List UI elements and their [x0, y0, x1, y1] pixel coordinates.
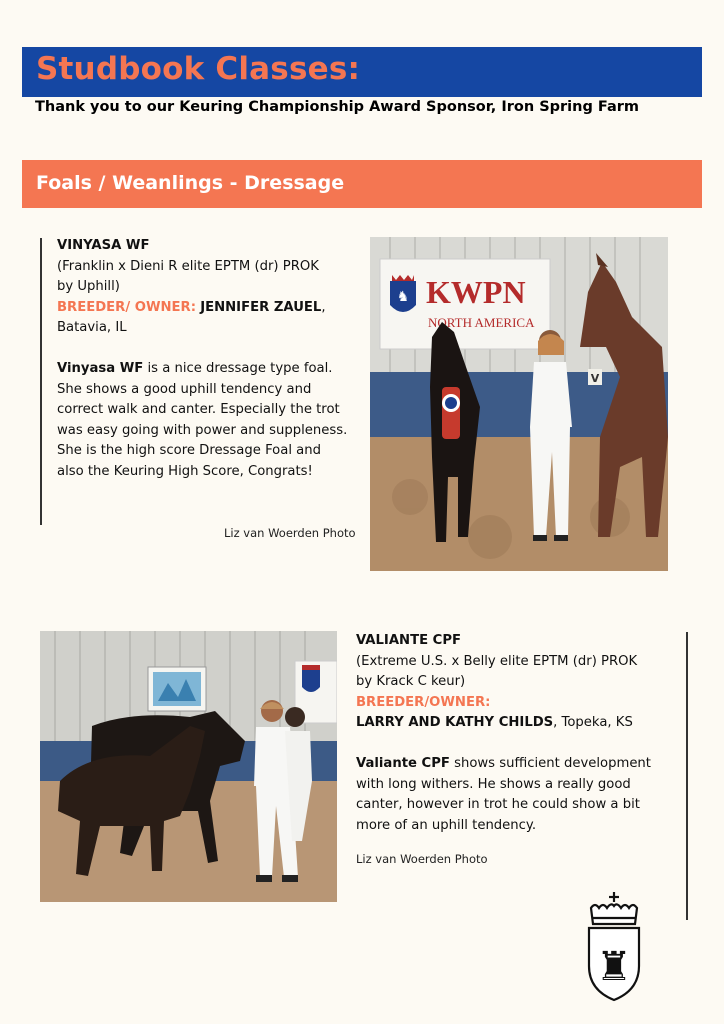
- entry2-location: , Topeka, KS: [553, 715, 633, 730]
- entry1-text: [57, 236, 362, 482]
- entry1-desc-line5: She is the high score Dressage Foal and: [57, 443, 321, 458]
- entry1-marker: V: [590, 372, 600, 385]
- sponsor-line: Thank you to our Keuring Championship Award Sponsor, Iron Spring Farm: [35, 99, 640, 115]
- page-title: Studbook Classes:: [36, 51, 361, 87]
- entry2-desc-line4: more of an uphill tendency.: [356, 817, 537, 833]
- entry1-banner-text: KWPN: [426, 274, 526, 310]
- section-title: Foals / Weanlings - Dressage: [36, 172, 345, 194]
- entry1-desc-line6: also the Keuring High Score, Congrats!: [57, 463, 313, 479]
- entry2-breeder-name: LARRY AND KATHY CHILDS: [356, 715, 554, 730]
- entry2-text: [356, 631, 671, 836]
- entry1-photo-credit: Liz van Woerden Photo: [224, 526, 356, 540]
- entry2-pedigree-line2: by Krack C keur): [356, 674, 466, 689]
- entry2-divider: [686, 632, 688, 920]
- entry1-divider: [40, 238, 42, 525]
- entry1-banner-sub: NORTH AMERICA: [428, 315, 535, 330]
- entry2-desc-line3: canter, however in trot he could show a bit: [356, 797, 640, 812]
- entry1-desc-line2: She shows a good uphill tendency and: [57, 381, 312, 397]
- entry2-breeder-label: BREEDER/OWNER:: [356, 694, 491, 710]
- entry1-pedigree-line1: (Franklin x Dieni R elite EPTM (dr) PROK: [57, 258, 319, 274]
- entry1-name: VINYASA WF: [57, 238, 150, 253]
- entry1-breeder-label: BREEDER/ OWNER:: [57, 299, 196, 315]
- entry1-breeder-name: JENNIFER ZAUEL: [200, 299, 322, 315]
- section-banner: [22, 160, 702, 208]
- kwpn-lion-crest-icon: [583, 890, 645, 1004]
- svg-text:♞: ♞: [396, 289, 410, 305]
- entry1-location: Batavia, IL: [57, 320, 127, 335]
- title-banner: [22, 47, 702, 97]
- entry2-desc-name: Valiante CPF: [356, 756, 450, 771]
- entry2-photo: [40, 631, 337, 902]
- entry2-desc-line2: with long withers. He shows a really good: [356, 776, 631, 792]
- entry1-desc-line3: correct walk and canter. Especially the trot: [57, 402, 340, 417]
- entry2-pedigree-line1: (Extreme U.S. x Belly elite EPTM (dr) PROK: [356, 653, 638, 669]
- entry1-photo: [370, 237, 668, 571]
- svg-text:♜: ♜: [596, 944, 632, 990]
- entry1-pedigree-line2: by Uphill): [57, 279, 120, 294]
- entry2-desc-line1: shows sufficient development: [449, 756, 651, 771]
- entry1-desc-line4: was easy going with power and suppleness.: [57, 422, 348, 438]
- entry1-comma: ,: [321, 299, 326, 315]
- entry2-name: VALIANTE CPF: [356, 633, 462, 648]
- entry1-pedigree: [57, 257, 362, 298]
- entry1-desc-line1: is a nice dressage type foal.: [143, 361, 333, 376]
- entry1-desc-name: Vinyasa WF: [57, 361, 144, 376]
- entry2-pedigree: [356, 652, 671, 693]
- entry2-photo-credit: Liz van Woerden Photo: [356, 852, 488, 866]
